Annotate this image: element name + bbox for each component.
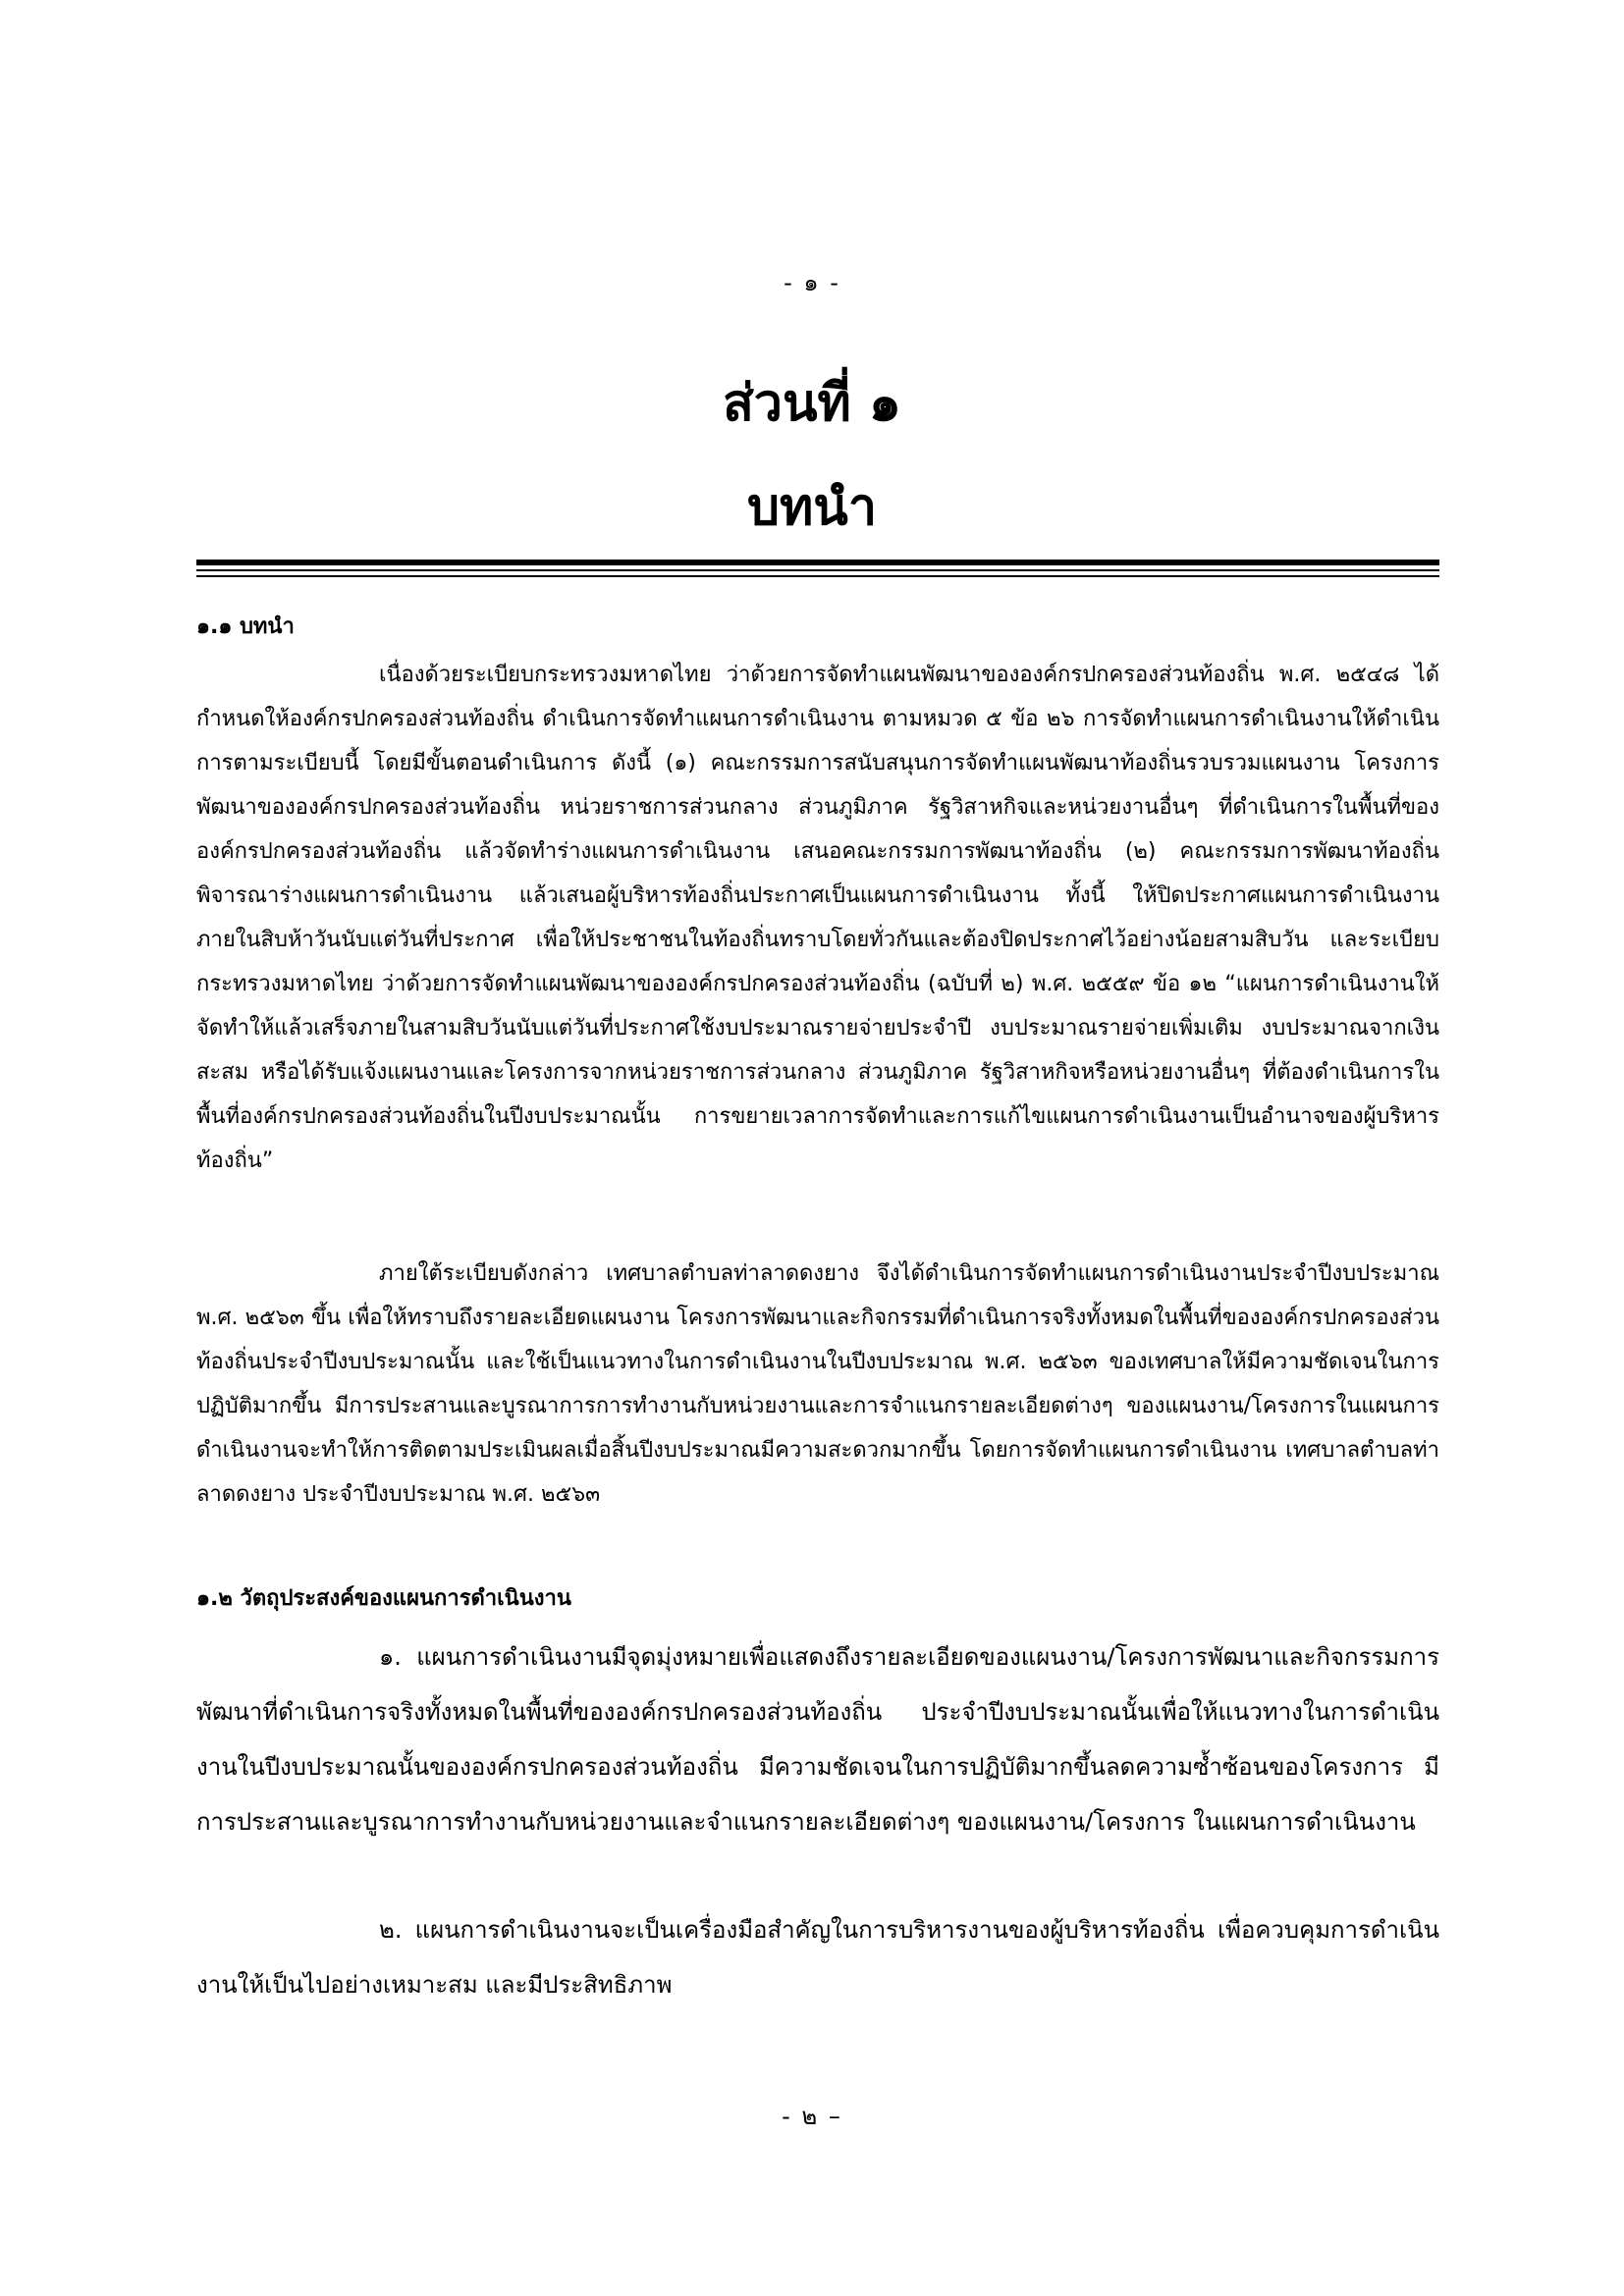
title-divider-thin-1 xyxy=(196,569,1439,571)
title-divider-thick xyxy=(196,560,1439,565)
section-paragraph xyxy=(196,1252,1439,1517)
chapter-title: บทนำ xyxy=(746,477,878,537)
section-heading: ๑.๒ วัตถุประสงค์ของแผนการดำเนินงาน xyxy=(196,1586,571,1611)
objective-text: ๑. แผนการดำเนินงานมีจุดมุ่งหมายเพื่อแสดงถึงรายละเอียดของแผนงาน/โครงการพัฒนาและกิจกรรมการพัฒนาที่ดำเนินการจริงทั้งหมดในพื้นที่ขององค์กรปกครองส่วนท้องถิ่น ประจำปีงบประมาณนั้นเพื่อให้แนวทางในการดำเนินงานในปีงบประมาณนั้นขององค์กรปกครองส่วนท้องถิ่น มีความชัดเจนในการปฏิบัติมากขึ้นลดความซ้ำซ้อนของโครงการ มีการประสานและบูรณาการทำงานกับหน่วยงานและจำแนกรายละเอียดต่างๆ ของแผนงาน/โครงการ ในแผนการดำเนินงาน xyxy=(196,1643,1439,1836)
section-paragraph xyxy=(196,653,1439,1183)
page-number-bottom: - ๒ – xyxy=(782,2103,842,2130)
part-title: ส่วนที่ ๑ xyxy=(723,373,901,433)
paragraph-text: เนื่องด้วยระเบียบกระทรวงมหาดไทย ว่าด้วยการจัดทำแผนพัฒนาขององค์กรปกครองส่วนท้องถิ่น พ.ศ. ๒๕๔๘ ได้กำหนดให้องค์กรปกครองส่วนท้องถิ่น ดำเนินการจัดทำแผนการดำเนินงาน ตามหมวด ๕ ข้อ ๒๖ การจัดทำแผนการดำเนินงานให้ดำเนินการตามระเบียบนี้ โดยมีขั้นตอนดำเนินการ ดังนี้ (๑) คณะกรรมการสนับสนุนการจัดทำแผนพัฒนาท้องถิ่นรวบรวมแผนงาน โครงการพัฒนาขององค์กรปกครองส่วนท้องถิ่น หน่วยราชการส่วนกลาง ส่วนภูมิภาค รัฐวิสาหกิจและหน่วยงานอื่นๆ ที่ดำเนินการในพื้นที่ขององค์กรปกครองส่วนท้องถิ่น แล้วจัดทำร่างแผนการดำเนินงาน เสนอคณะกรรมการพัฒนาท้องถิ่น (๒) คณะกรรมการพัฒนาท้องถิ่นพิจารณาร่างแผนการดำเนินงาน แล้วเสนอผู้บริหารท้องถิ่นประกาศเป็นแผนการดำเนินงาน ทั้งนี้ ให้ปิดประกาศแผนการดำเนินงานภายในสิบห้าวันนับแต่วันที่ประกาศ เพื่อให้ประชาชนในท้องถิ่นทราบโดยทั่วกันและต้องปิดประกาศไว้อย่างน้อยสามสิบวัน และระเบียบกระทรวงมหาดไทย ว่าด้วยการจัดทำแผนพัฒนาขององค์กรปกครองส่วนท้องถิ่น (ฉบับที่ ๒) พ.ศ. ๒๕๕๙ ข้อ ๑๒ “แผนการดำเนินงานให้จัดทำให้แล้วเสร็จภายในสามสิบวันนับแต่วันที่ประกาศใช้งบประมาณรายจ่ายประจำปี งบประมาณรายจ่ายเพิ่มเติม งบประมาณจากเงินสะสม หรือได้รับแจ้งแผนงานและโครงการจากหน่วยราชการส่วนกลาง ส่วนภูมิภาค รัฐวิสาหกิจหรือหน่วยงานอื่นๆ ที่ต้องดำเนินการในพื้นที่องค์กรปกครองส่วนท้องถิ่นในปีงบประมาณนั้น การขยายเวลาการจัดทำและการแก้ไขแผนการดำเนินงานเป็นอำนาจของผู้บริหารท้องถิ่น” xyxy=(196,663,1439,1173)
objective-text: ๒. แผนการดำเนินงานจะเป็นเครื่องมือสำคัญในการบริหารงานของผู้บริหารท้องถิ่น เพื่อควบคุมการดำเนินงานให้เป็นไปอย่างเหมาะสม และมีประสิทธิภาพ xyxy=(196,1916,1439,1999)
objective-item xyxy=(196,1629,1439,1849)
section-heading: ๑.๑ บทนำ xyxy=(196,614,295,639)
page-number-top: - ๑ - xyxy=(784,269,840,296)
objective-item xyxy=(196,1902,1439,2012)
title-divider-thin-2 xyxy=(196,575,1439,577)
paragraph-text: ภายใต้ระเบียบดังกล่าว เทศบาลตำบลท่าลาดดงยาง จึงได้ดำเนินการจัดทำแผนการดำเนินงานประจำปีงบประมาณ พ.ศ. ๒๕๖๓ ขึ้น เพื่อให้ทราบถึงรายละเอียดแผนงาน โครงการพัฒนาและกิจกรรมที่ดำเนินการจริงทั้งหมดในพื้นที่ขององค์กรปกครองส่วนท้องถิ่นประจำปีงบประมาณนั้น และใช้เป็นแนวทางในการดำเนินงานในปีงบประมาณ พ.ศ. ๒๕๖๓ ของเทศบาลให้มีความชัดเจนในการปฏิบัติมากขึ้น มีการประสานและบูรณาการการทำงานกับหน่วยงานและการจำแนกรายละเอียดต่างๆ ของแผนงาน/โครงการในแผนการดำเนินงานจะทำให้การติดตามประเมินผลเมื่อสิ้นปีงบประมาณมีความสะดวกมากขึ้น โดยการจัดทำแผนการดำเนินงาน เทศบาลตำบลท่าลาดดงยาง ประจำปีงบประมาณ พ.ศ. ๒๕๖๓ xyxy=(196,1261,1439,1507)
